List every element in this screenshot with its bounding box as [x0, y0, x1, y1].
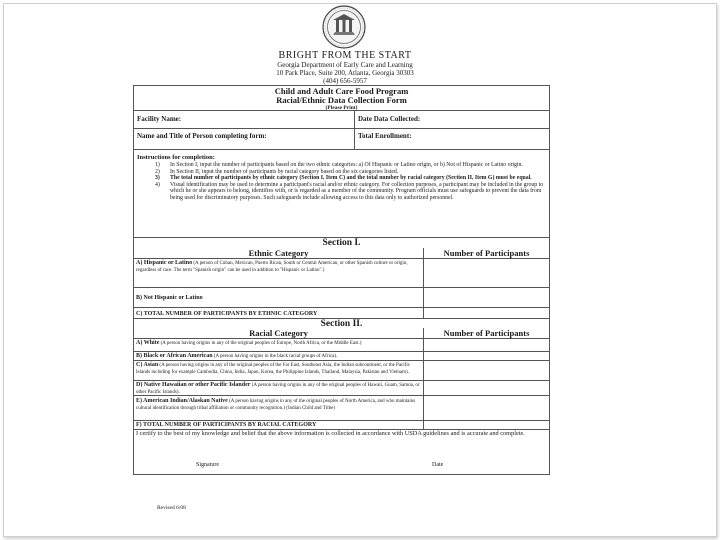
ethnic-category-header: Ethnic Category: [248, 248, 309, 258]
letterhead: [205, 50, 485, 85]
instruction-item: 4) Visual identification may be used to determine a participant's racial and/or ethnic category. For collection purposes, a participant may be included in the group to which he or she appears to belong, identifies with, or is regarded as a member of the community. Program officials must use safeguards to prevent the data from being used for discriminatory purposes. Such safeguards include allowing access to this data only to authorized personnel.: [155, 181, 544, 201]
form-title: Racial/Ethnic Data Collection Form: [276, 95, 407, 105]
instruction-item: 1) In Section I, input the number of participants based on the two ethnic categories: a) Of Hispanic or Latino origin, or b) Not of Hispanic or Latino origin.: [155, 162, 523, 168]
certification-statement: I certify to the best of my knowledge and belief that the above information is collected in accordance with USDA guidelines and is accurate and complete.: [136, 430, 525, 437]
state-seal-icon: [320, 4, 368, 50]
program-name: Child and Adult Care Food Program: [274, 86, 409, 96]
facility-name-field[interactable]: [134, 112, 354, 129]
agency-phone: (404) 656-5957: [323, 77, 367, 85]
date-collected-field[interactable]: [355, 112, 549, 129]
asian-row: C) Asian (A person having origins in any of the original peoples of the Far East, Southeast Asia, the Indian subcontinent, or the Pacific Islands including for example Cambodia, China, India, Japan, Korea, the Philippine Islands, Thailand, Malaysia, Pakistan and Vietnam).: [136, 362, 410, 375]
revision-note: Revised 6/08: [157, 505, 186, 511]
total-enrollment-field[interactable]: [355, 129, 549, 149]
date-label: Date: [432, 462, 444, 468]
total-enrollment-label: Total Enrollment:: [358, 132, 412, 140]
native-hawaiian-row: D) Native Hawaiian or other Pacific Islander (A person having origins in any of the original peoples of Hawaii, Guam, Samoa, or other Pacific Islands).: [136, 382, 420, 395]
section2-title: Section II.: [320, 319, 363, 329]
section1-title: Section I.: [322, 238, 361, 248]
print-note: (Please Print): [325, 105, 358, 111]
agency-address: 10 Park Place, Suite 200, Atlanta, Georgia 30303: [276, 69, 414, 77]
racial-category-header: Racial Category: [249, 328, 308, 338]
american-indian-row: E) American Indian/Alaskan Native (A person having origins in any of the original peoples of North America, and who maintains cultural identification through tribal affiliation or community recognition.) (Indian Child and Tribe): [136, 398, 416, 411]
hispanic-latino-row: A) Hispanic or Latino (A person of Cuban, Mexican, Puerto Rican, South or Central American, or other Spanish culture or origin, regardless of race. The term "Spanish origin" can be used in addition to "Hispanic or Latino".): [136, 260, 408, 273]
ethnic-total-row: C) TOTAL NUMBER OF PARTICIPANTS BY ETHNIC CATEGORY: [136, 311, 318, 317]
facility-name-label: Facility Name:: [137, 115, 182, 123]
racial-count-header: Number of Participants: [443, 328, 530, 338]
instruction-item: 2) In Section II, input the number of participants by racial category based on the six categories listed.: [155, 168, 399, 175]
instructions-block: [137, 154, 547, 201]
department-name: Georgia Department of Early Care and Learning: [277, 61, 413, 69]
person-completing-label: Name and Title of Person completing form:: [137, 132, 267, 140]
data-collection-form: [133, 85, 550, 475]
white-row: A) White (A person having origins in any of the original peoples of Europe, North Africa, or the Middle East.): [136, 340, 362, 346]
date-collected-label: Date Data Collected:: [358, 115, 421, 123]
not-hispanic-row: B) Not Hispanic or Latino: [136, 295, 203, 301]
signature-label: Signature: [196, 462, 219, 468]
instruction-item: 3) The total number of participants by ethnic category (Section I, Item C) and the total number by racial category (Section II, Item G) must be equal.: [155, 175, 532, 181]
agency-name: BRIGHT FROM THE START: [278, 50, 412, 61]
person-completing-field[interactable]: [134, 129, 354, 149]
instructions-heading: Instructions for completion:: [137, 154, 215, 161]
form-title-block: [134, 86, 549, 111]
racial-total-row: F) TOTAL NUMBER OF PARTICIPANTS BY RACIAL CATEGORY: [136, 422, 317, 428]
black-african-american-row: B) Black or African American (A person having origins in the black racial groups of Africa).: [136, 353, 338, 359]
ethnic-count-header: Number of Participants: [443, 248, 530, 258]
